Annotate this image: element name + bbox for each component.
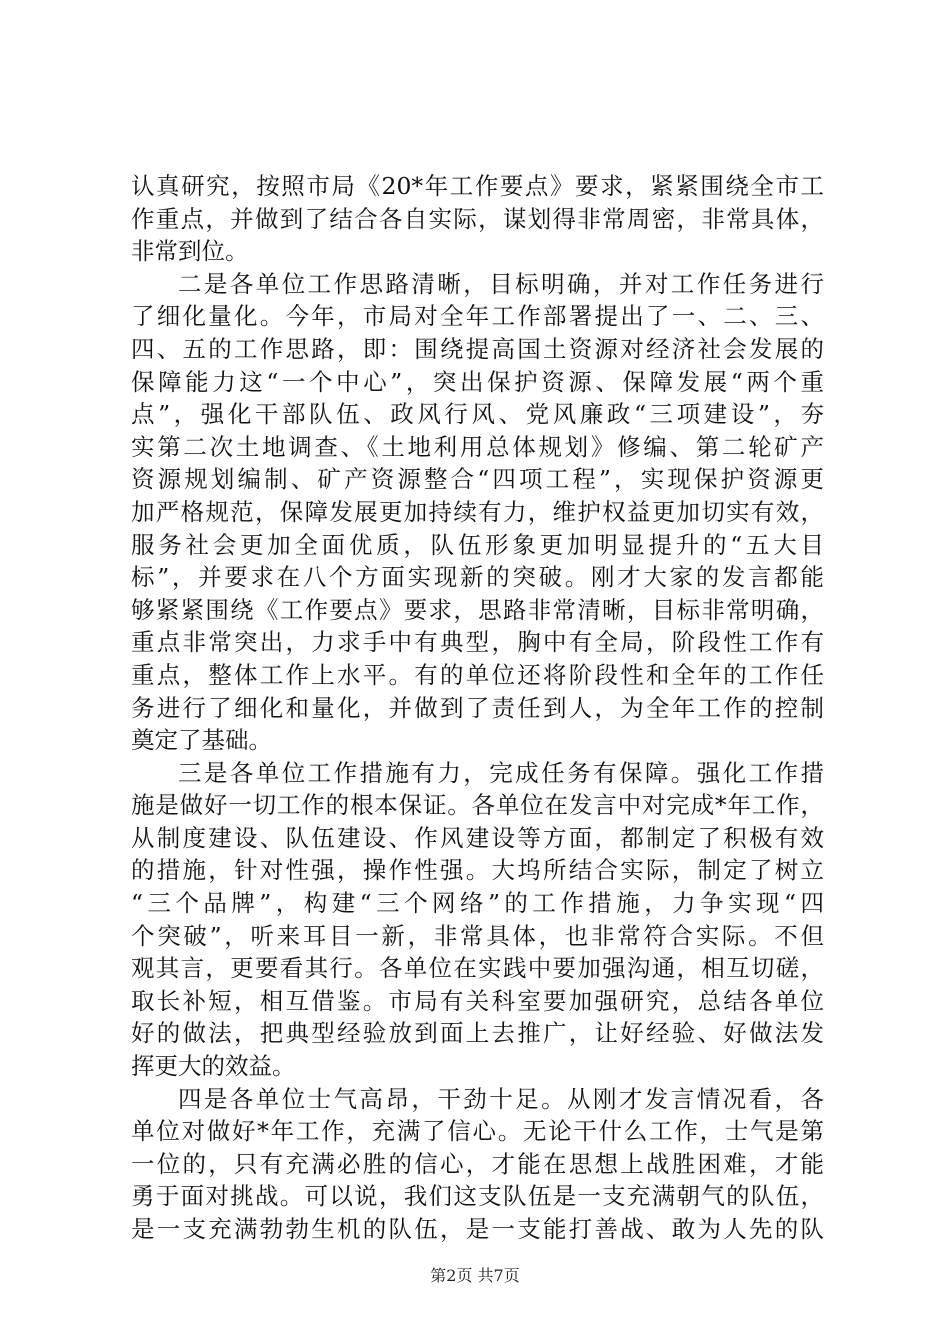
text-line: 勇于面对挑战。可以说，我们这支队伍是一支充满朝气的队伍， (131, 1182, 824, 1211)
text-line: 个突破”，听来耳目一新，非常具体，也非常符合实际。不但 (131, 921, 824, 950)
text-line: 重点非常突出，力求手中有典型，胸中有全局，阶段性工作有 (131, 628, 824, 657)
text-line: 四、五的工作思路，即：围绕提高国土资源对经济社会发展的 (131, 334, 824, 363)
page-footer: 第2页 共7页 (430, 1266, 520, 1285)
text-line: 单位对做好*年工作，充满了信心。无论干什么工作，士气是第 (131, 1117, 824, 1146)
text-line: 资源规划编制、矿产资源整合“四项工程”，实现保护资源更 (131, 465, 824, 494)
text-line: 了细化量化。今年，市局对全年工作部署提出了一、二、三、 (131, 302, 824, 331)
text-line: 是一支充满勃勃生机的队伍，是一支能打善战、敢为人先的队 (131, 1215, 824, 1243)
text-line: 服务社会更加全面优质，队伍形象更加明显提升的“五大目 (131, 530, 824, 559)
text-line: 保障能力这“一个中心”，突出保护资源、保障发展“两个重 (131, 367, 824, 396)
text-line: 施是做好一切工作的根本保证。各单位在发言中对完成*年工作， (131, 791, 824, 820)
text-line: 挥更大的效益。 (131, 1052, 296, 1081)
text-line: 二是各单位工作思路清晰，目标明确，并对工作任务进行 (178, 269, 824, 298)
text-line: “三个品牌”，构建“三个网络”的工作措施，力争实现“四 (131, 889, 824, 918)
text-line: 非常到位。 (131, 237, 249, 266)
text-line: 点”，强化干部队伍、政风行风、党风廉政“三项建设”，夯 (131, 400, 824, 429)
text-line: 一位的，只有充满必胜的信心，才能在思想上战胜困难，才能 (131, 1149, 824, 1178)
text-line: 奠定了基础。 (131, 726, 272, 755)
text-line: 实第二次土地调查、《土地利用总体规划》修编、第二轮矿产 (131, 432, 824, 461)
text-line: 的措施，针对性强，操作性强。大坞所结合实际，制定了树立 (131, 856, 824, 885)
text-line: 三是各单位工作措施有力，完成任务有保障。强化工作措 (178, 758, 824, 787)
text-line: 好的做法，把典型经验放到面上去推广，让好经验、好做法发 (131, 1019, 824, 1048)
text-line: 标”，并要求在八个方面实现新的突破。刚才大家的发言都能 (131, 563, 824, 592)
text-line: 作重点，并做到了结合各自实际，谋划得非常周密，非常具体， (131, 204, 824, 233)
document-body (131, 170, 824, 1246)
text-line: 从制度建设、队伍建设、作风建设等方面，都制定了积极有效 (131, 823, 824, 852)
text-line: 四是各单位士气高昂，干劲十足。从刚才发言情况看，各 (178, 1084, 824, 1113)
text-line: 认真研究，按照市局《20*年工作要点》要求，紧紧围绕全市工 (131, 172, 824, 200)
text-line: 务进行了细化和量化，并做到了责任到人，为全年工作的控制 (131, 693, 824, 722)
text-line: 加严格规范，保障发展更加持续有力，维护权益更加切实有效， (131, 497, 824, 526)
text-line: 重点，整体工作上水平。有的单位还将阶段性和全年的工作任 (131, 660, 824, 689)
text-line: 观其言，更要看其行。各单位在实践中要加强沟通，相互切磋， (131, 954, 824, 983)
text-line: 取长补短，相互借鉴。市局有关科室要加强研究，总结各单位 (131, 986, 824, 1015)
text-line: 够紧紧围绕《工作要点》要求，思路非常清晰，目标非常明确， (131, 595, 824, 624)
